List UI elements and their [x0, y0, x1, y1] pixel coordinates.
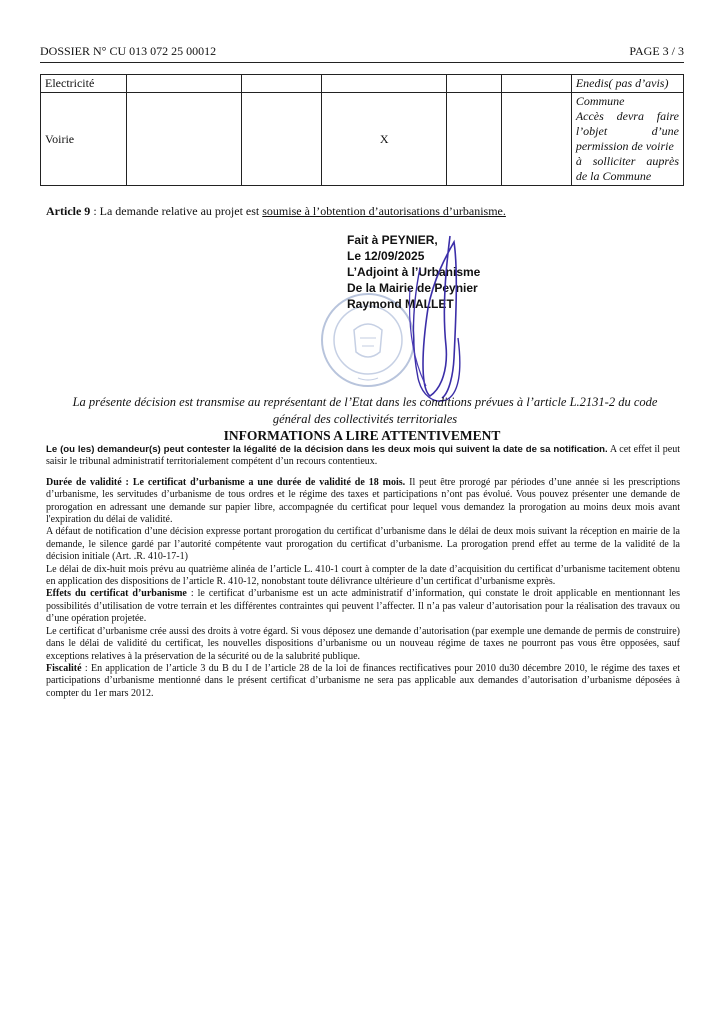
row-label-electricite: Electricité	[41, 75, 127, 93]
voirie-note-line: permission de voirie	[575, 139, 674, 153]
table-cell	[127, 93, 242, 186]
recours-bold: Le (ou les) demandeur(s) peut contester la légalité de la décision dans les deux mois qui suivent la date de sa notification.	[46, 444, 608, 455]
table-cell	[127, 75, 242, 93]
table-cell	[241, 93, 321, 186]
table-cell	[241, 75, 321, 93]
fiscalite-label: Fiscalité	[46, 662, 82, 674]
recours-text: A cet effet il peut saisir le tribunal administratif territorialement compétent d’un recours contentieux.	[46, 444, 680, 468]
signature-name: Raymond MALLET	[347, 297, 454, 311]
avis-electricite: Enedis( pas d’avis)	[571, 75, 683, 93]
voirie-mark: X	[322, 93, 447, 186]
signature-role: L’Adjoint à l’Urbanisme	[347, 265, 481, 279]
droits-paragraph: Le certificat d’urbanisme crée aussi des droits à votre égard. Si vous déposez une demande d’autorisation (par exemple une demande de permis de construire) dans le délai de validité du certificat, les nouvelles dispositions d’urbanisme ou un nouveau régime de taxes ne pourront pas vous être opposées, sauf exceptions relatives à la préservation de la sécurité ou de la salubrité publique.	[46, 625, 680, 662]
servitudes-table	[40, 74, 684, 186]
defaut-paragraph: A défaut de notification d’une décision expresse portant prorogation du certificat d’urbanisme dans le délai de deux mois suivant la réception en mairie de la demande, le silence gardé par l’autorité compétente vaut prorogation du certificat d’urbanisme. La prorogation prend effet au terme de la validité de la décision initiale (Art. .R. 410-17-1)	[46, 526, 680, 563]
signature-date: Le 12/09/2025	[347, 249, 425, 263]
effets-label: Effets du certificat d’urbanisme	[46, 588, 187, 600]
page-header	[40, 44, 684, 60]
duree-paragraph	[46, 477, 680, 527]
signature-place: Fait à PEYNIER,	[347, 233, 438, 247]
table-row-electricite	[41, 75, 684, 93]
info-section	[46, 444, 680, 700]
delai-paragraph: Le délai de dix-huit mois prévu au quatrième alinéa de l’article L. 410-1 court à compter de la date d’acquisition du certificat d’urbanisme tacitement obtenu en application des dispositions de l’article R. 410-12, nonobstant toute délivrance ultérieure d’un certificat d’urbanisme exprès.	[46, 563, 680, 588]
article-9-label: Article 9	[46, 204, 91, 218]
row-label-voirie: Voirie	[41, 93, 127, 186]
article-9-underlined: soumise à l’obtention d’autorisations d’urbanisme.	[262, 204, 506, 218]
info-title: INFORMATIONS A LIRE ATTENTIVEMENT	[223, 428, 501, 443]
voirie-note-line: à solliciter auprès	[575, 154, 679, 168]
fiscalite-paragraph	[46, 663, 680, 700]
table-cell	[502, 75, 572, 93]
effets-paragraph	[46, 588, 680, 625]
fiscalite-text: : En application de l’article 3 du B du I de l’article 28 de la loi de finances rectificatives pour 2010 du30 décembre 2010, le régime des taxes et participations d’urbanisme mentionné dans le présent certificat d’urbanisme ne sera pas applicable aux demandes d’autorisation d’urbanisme déposées à compter du 1er mars 2012.	[46, 662, 680, 699]
header-rule	[40, 62, 684, 63]
transmission-notice: La présente décision est transmise au représentant de l’Etat dans les conditions prévues à l’article L.2131-2 du code général des collectivités territoriales	[72, 395, 658, 426]
voirie-note-line: Commune	[575, 94, 625, 108]
table-cell	[502, 93, 572, 186]
effets-text: : le certificat d’urbanisme est un acte administratif d’information, qui constate le droit applicable en mentionnant les possibilités d’utilisation de votre terrain et les différentes contraintes qui peuvent l’affecter. Il n’a pas valeur d’autorisation pour la réalisation des travaux ou d’une opération projetée.	[46, 588, 680, 625]
dossier-number: DOSSIER N° CU 013 072 25 00012	[40, 44, 217, 58]
table-cell	[447, 93, 502, 186]
duree-text: Il peut être prorogé par périodes d’une année si les prescriptions d’urbanisme, les servitudes d’urbanisme de tous ordres et le régime des taxes et participations n’ont pas évolué. Vous pouvez présenter une demande de prorogation en adressant une demande sur papier libre, accompagnée du certificat pour lequel vous demandez la prorogation au moins deux mois avant l'expiration du délai de validité.	[46, 476, 681, 526]
voirie-note	[571, 93, 683, 186]
handwritten-signature-icon	[350, 228, 500, 408]
voirie-note-line: l’objet d’une	[575, 124, 679, 138]
recours-paragraph	[46, 444, 680, 469]
page-number: PAGE 3 / 3	[629, 44, 684, 58]
article-9-text: : La demande relative au projet est	[90, 204, 263, 218]
voirie-note-line: Accès devra faire	[575, 109, 679, 123]
signature-organisation: De la Mairie de Peynier	[347, 281, 478, 295]
table-cell	[322, 75, 447, 93]
table-row-voirie	[41, 93, 684, 186]
article-9	[46, 204, 506, 219]
table-cell	[447, 75, 502, 93]
voirie-note-line: de la Commune	[575, 169, 652, 183]
duree-bold: Le certificat d’urbanisme a une durée de validité de 18 mois.	[132, 476, 406, 488]
duree-label: Durée de validité :	[46, 476, 133, 488]
